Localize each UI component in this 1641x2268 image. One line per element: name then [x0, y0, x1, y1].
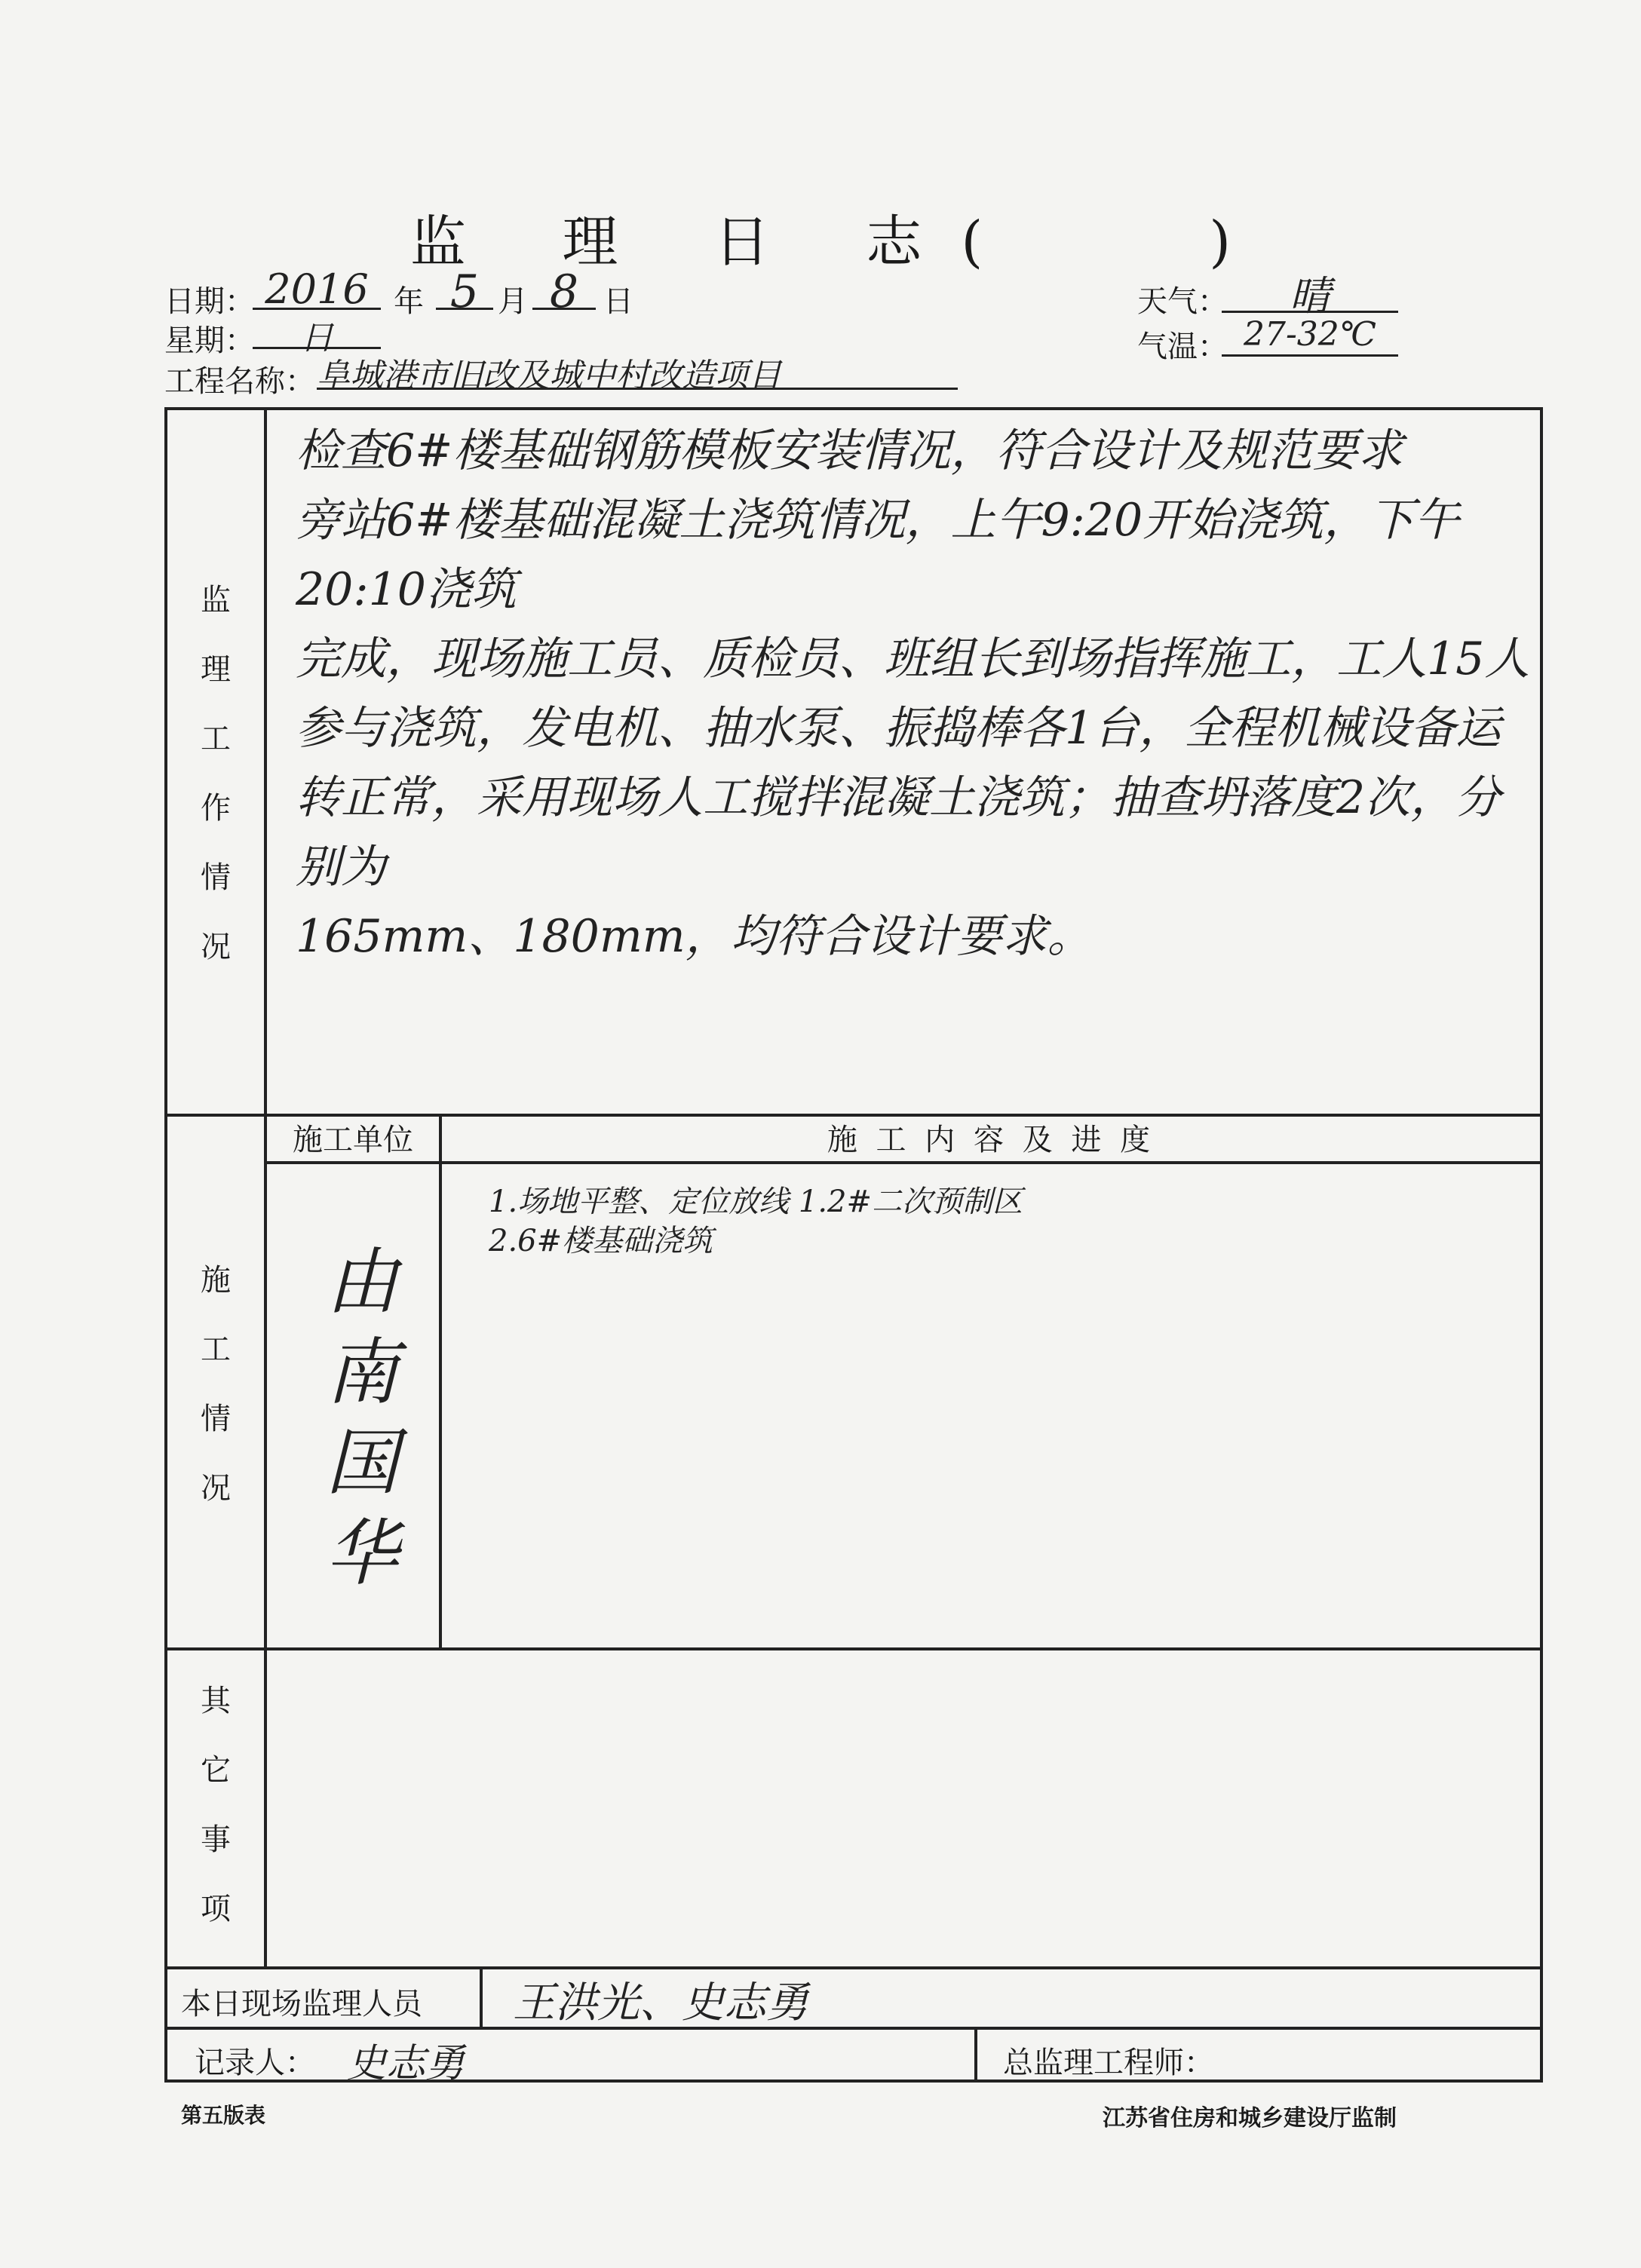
divider-4 — [164, 2027, 1543, 2030]
date-day: 8 — [532, 265, 596, 310]
label-column-line-other — [264, 1647, 267, 1969]
date-label: 日期： — [164, 284, 255, 319]
table-border-top — [164, 407, 1543, 410]
supervision-label: 监 理 工 作 情 况 — [201, 583, 231, 964]
supervision-line: 165mm、180mm，均符合设计要求。 — [296, 910, 1093, 963]
temp-label: 气温： — [1137, 329, 1228, 364]
construction-label: 施 工 情 况 — [201, 1263, 231, 1506]
divider-2 — [164, 1647, 1543, 1650]
issuer: 江苏省住房和城乡建设厅监制 — [1103, 2105, 1397, 2132]
month-label: 月 — [498, 284, 528, 319]
temp-value: 27-32℃ — [1222, 315, 1398, 357]
construction-line: 2.6#楼基础浇筑 — [489, 1224, 713, 1258]
supervision-line: 转正常，采用现场人工搅拌混凝土浇筑；抽查坍落度2次，分别为 — [296, 771, 1501, 893]
project-label: 工程名称： — [164, 364, 315, 399]
unit-header: 施工单位 — [293, 1123, 413, 1157]
construction-unit-value: 由 南 国 华 — [326, 1240, 398, 1595]
supervision-line: 旁站6#楼基础混凝土浇筑情况，上午9:20开始浇筑，下午20:10浇筑 — [296, 494, 1460, 616]
recorder-value: 史志勇 — [347, 2041, 465, 2086]
unit-column-line — [439, 1114, 442, 1650]
supervision-line: 检查6#楼基础钢筋模板安装情况，符合设计及规范要求 — [296, 424, 1403, 477]
divider-3 — [164, 1966, 1543, 1969]
content-header: 施 工 内 容 及 进 度 — [827, 1123, 1155, 1157]
staff-value: 王洪光、史志勇 — [513, 1978, 808, 2027]
construction-line: 1.场地平整、定位放线 1.2#二次预制区 — [489, 1185, 1023, 1219]
supervision-line: 完成，现场施工员、质检员、班组长到场指挥施工，工人15人 — [296, 633, 1530, 685]
weather-value: 晴 — [1222, 264, 1398, 313]
recorder-label: 记录人： — [195, 2046, 315, 2080]
staff-column-line — [480, 1966, 483, 2028]
day-label: 日 — [603, 284, 633, 319]
recorder-column-line — [974, 2027, 977, 2081]
construction-content — [489, 1182, 1529, 1261]
staff-label: 本日现场监理人员 — [181, 1987, 422, 2021]
chief-engineer-label: 总监理工程师： — [1003, 2046, 1214, 2080]
year-label: 年 — [394, 284, 424, 319]
project-value: 阜城港市旧改及城中村改造项目 — [317, 348, 958, 390]
table-border-right — [1540, 407, 1543, 2083]
supervision-text — [296, 416, 1532, 971]
weekday-value: 日 — [253, 311, 381, 349]
date-month: 5 — [436, 265, 493, 310]
weather-label: 天气： — [1137, 284, 1228, 319]
supervision-line: 参与浇筑，发电机、抽水泵、振捣棒各1台，全程机械设备运 — [296, 702, 1501, 755]
other-label: 其 它 事 项 — [201, 1684, 231, 1926]
page-title: 监 理 日 志( ) — [409, 210, 1232, 274]
weekday-label: 星期： — [164, 323, 255, 358]
label-column-line — [264, 407, 267, 1650]
date-year: 2016 — [253, 265, 381, 310]
form-version: 第五版表 — [181, 2103, 266, 2128]
